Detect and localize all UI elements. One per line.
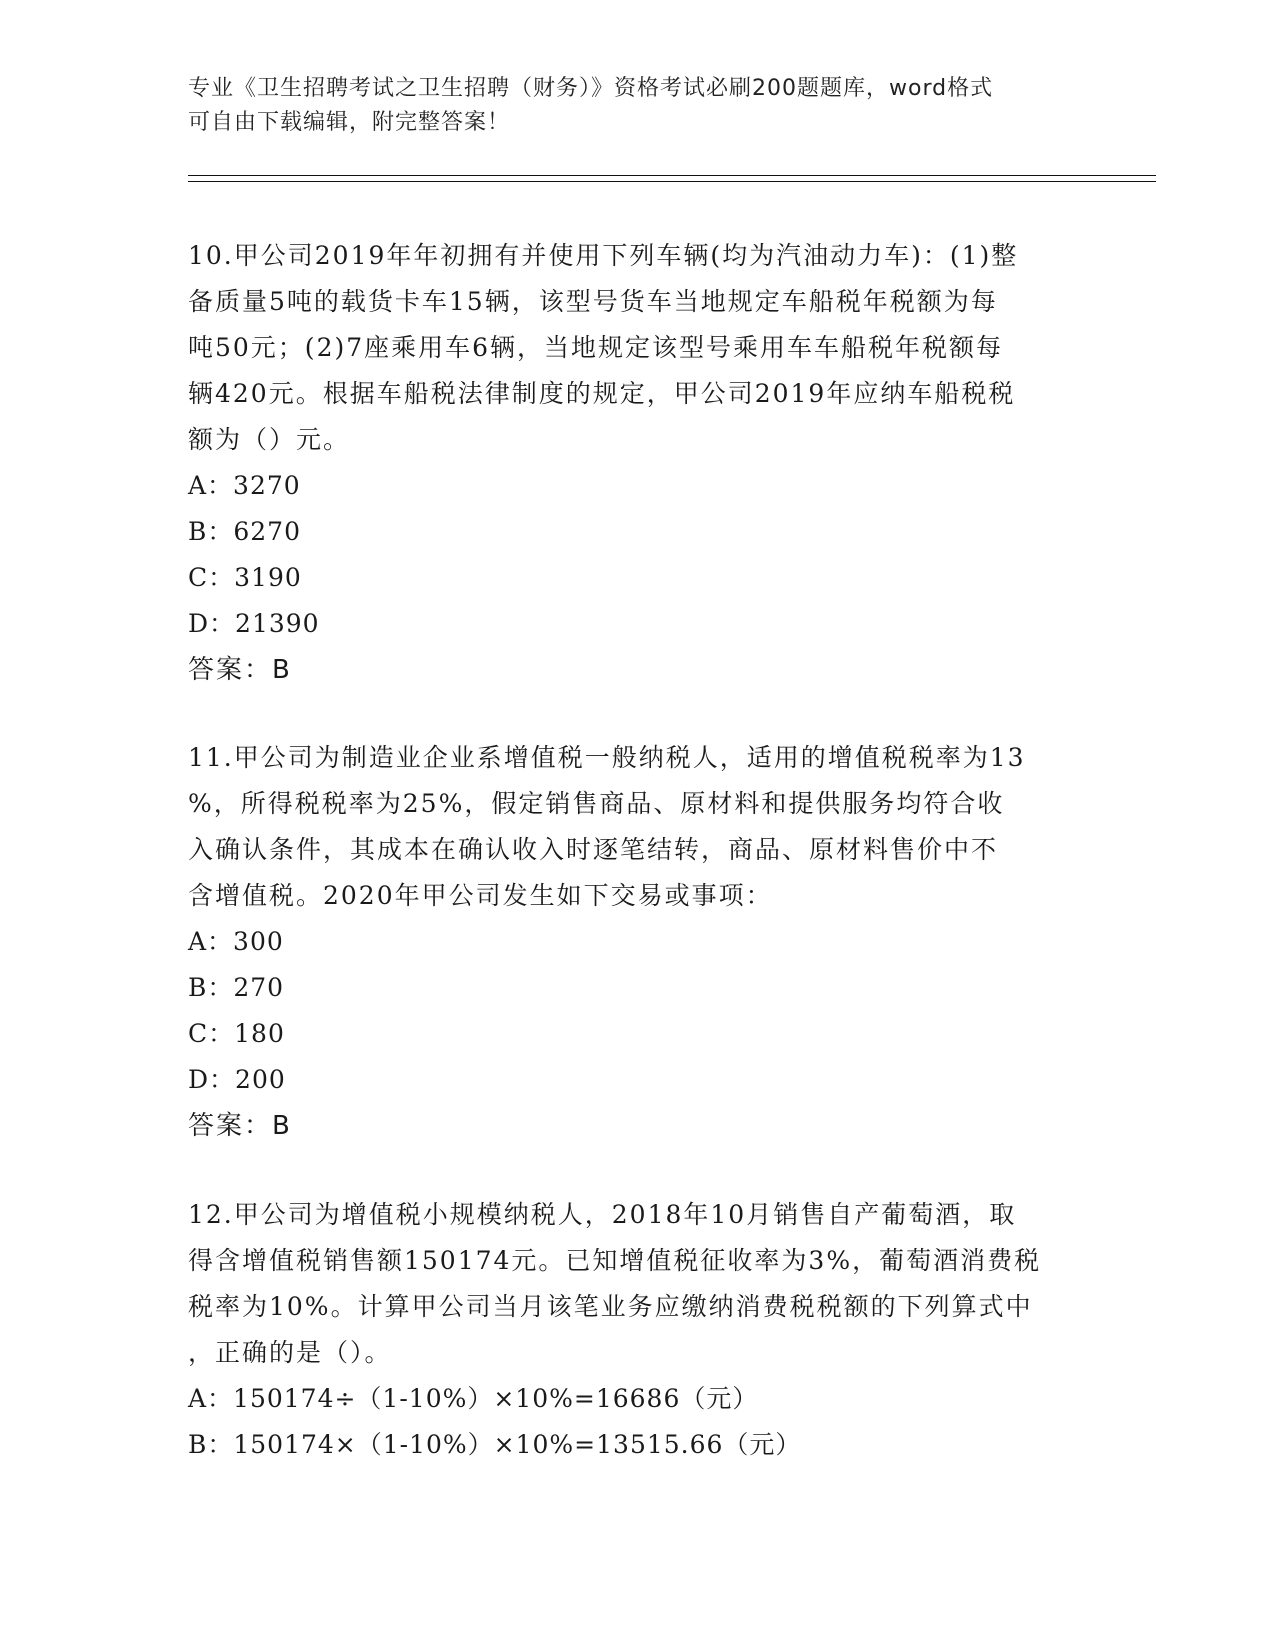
header-line-2: 可自由下载编辑，附完整答案！ [188, 110, 511, 135]
question-11-option-c: C：180 [188, 1019, 285, 1048]
question-11-line-1: 11.甲公司为制造业企业系增值税一般纳税人，适用的增值税税率为13 [188, 743, 1026, 772]
question-11-line-2: %，所得税税率为25%，假定销售商品、原材料和提供服务均符合收 [188, 789, 1005, 818]
question-11-option-a: A：300 [188, 927, 284, 956]
question-11-option-d: D：200 [188, 1065, 286, 1094]
question-11-option-b: B：270 [188, 973, 285, 1002]
question-11-line-3: 入确认条件，其成本在确认收入时逐笔结转，商品、原材料售价中不 [188, 835, 999, 864]
question-12-option-b: B：150174×（1-10%）×10%=13515.66（元） [188, 1430, 802, 1459]
question-10-option-b: B：6270 [188, 517, 301, 546]
header-divider-bottom [188, 181, 1156, 182]
question-11-answer: 答案：B [188, 1111, 292, 1141]
question-10-line-2: 备质量5吨的载货卡车15辆，该型号货车当地规定车船税年税额为每 [188, 287, 998, 316]
question-12-line-4: ，正确的是（）。 [188, 1338, 392, 1367]
question-12 [188, 1192, 1088, 1468]
question-10-line-3: 吨50元；(2)7座乘用车6辆，当地规定该型号乘用车车船税年税额每 [188, 333, 1004, 362]
question-12-line-3: 税率为10%。计算甲公司当月该笔业务应缴纳消费税税额的下列算式中 [188, 1292, 1033, 1321]
question-12-option-a: A：150174÷（1-10%）×10%=16686（元） [188, 1384, 759, 1413]
question-10-line-4: 辆420元。根据车船税法律制度的规定，甲公司2019年应纳车船税税 [188, 379, 1016, 408]
question-11-line-4: 含增值税。2020年甲公司发生如下交易或事项： [188, 881, 773, 910]
document-header [188, 72, 1088, 140]
question-10-line-1: 10.甲公司2019年年初拥有并使用下列车辆(均为汽油动力车)：(1)整 [188, 241, 1019, 270]
header-divider-top [188, 175, 1156, 176]
question-12-line-1: 12.甲公司为增值税小规模纳税人，2018年10月销售自产葡萄酒，取 [188, 1200, 1017, 1229]
question-10-option-d: D：21390 [188, 609, 320, 638]
question-11 [188, 735, 1088, 1149]
question-10-line-5: 额为（）元。 [188, 425, 351, 454]
question-12-line-2: 得含增值税销售额150174元。已知增值税征收率为3%，葡萄酒消费税 [188, 1246, 1042, 1275]
header-line-1: 专业《卫生招聘考试之卫生招聘（财务）》资格考试必刷200题题库，word格式 [188, 76, 994, 101]
question-10 [188, 233, 1088, 693]
question-10-option-c: C：3190 [188, 563, 302, 592]
question-10-answer: 答案：B [188, 655, 292, 685]
question-10-option-a: A：3270 [188, 471, 301, 500]
